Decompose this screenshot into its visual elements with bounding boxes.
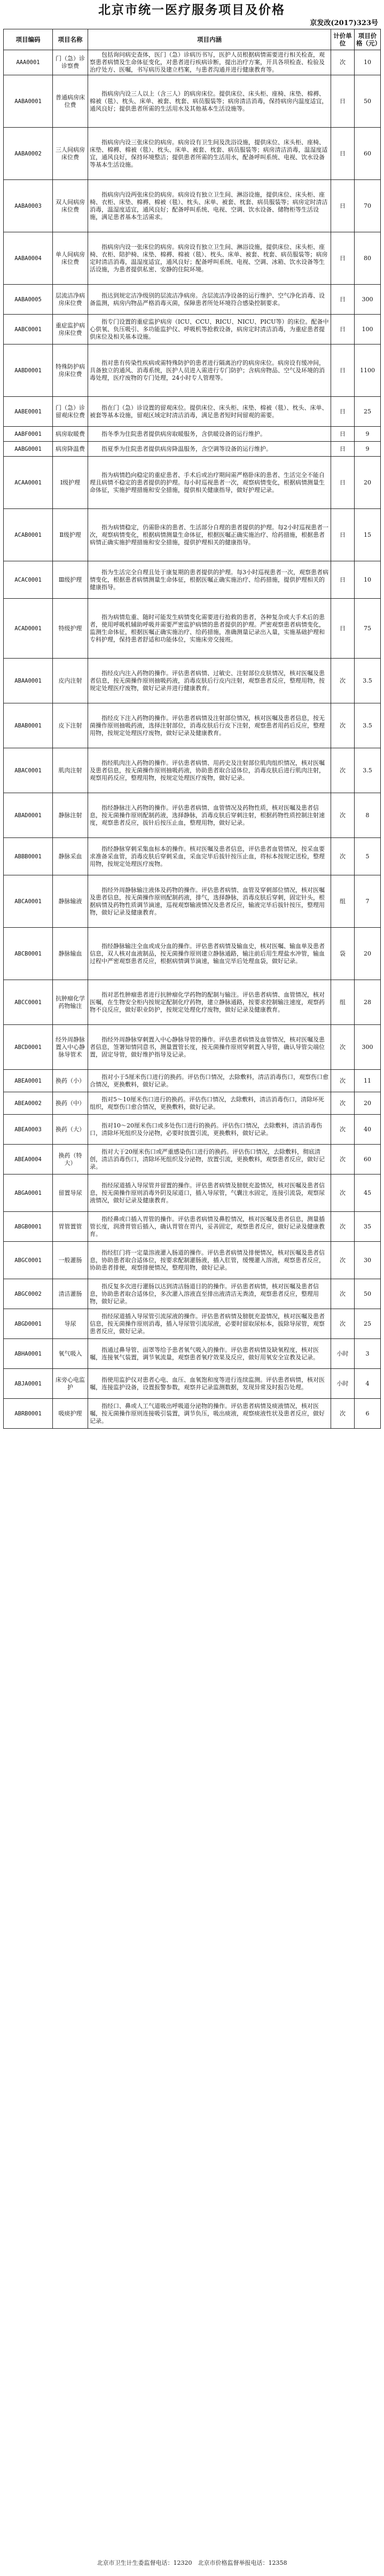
table-row [4, 793, 381, 838]
code-cell: AABE0001 [4, 397, 53, 427]
price-cell: 28 [355, 980, 381, 1025]
unit-cell: 日 [331, 285, 355, 315]
code-cell: ACAA0001 [4, 457, 53, 509]
code-cell: ABAA0001 [4, 659, 53, 703]
price-cell: 6 [355, 1399, 381, 1429]
price-cell: 10 [355, 561, 381, 599]
table-row [4, 50, 381, 75]
code-cell: AABA0003 [4, 180, 53, 232]
table-row [4, 703, 381, 748]
price-cell: 300 [355, 285, 381, 315]
content-cell: 指病房内设三张床位的病房。病房设有卫生间及洗浴设施，提供床位、床头柜、座椅、床垫、棉褥、棉被（毯）、枕头、床单、被套、枕套、病员服装等；病房清洁消毒，温湿度适宜，通风良好，保持环境整洁；提供患者所需的生活用水，配备呼叫系统、电视、饮水设备等基本生活设施。 [88, 128, 331, 180]
header-code: 项目编码 [4, 29, 53, 50]
content-cell: 指经口、鼻或人工气道吸出呼吸道分泌物的操作。评估患者病情及痰液情况，核对医嘱，按无菌操作原则连接吸引装置，调节负压，吸出痰液，观察痰液性状及患者反应，做好记录。 [88, 1399, 331, 1429]
unit-cell: 日 [331, 75, 355, 128]
price-cell: 40 [355, 1115, 381, 1145]
unit-cell: 日 [331, 128, 355, 180]
name-cell: 氧气吸入 [53, 1339, 88, 1369]
name-cell: Ⅰ级护理 [53, 457, 88, 509]
table-row [4, 1092, 381, 1115]
unit-cell: 日 [331, 315, 355, 344]
content-cell: 指反复多次进行灌肠以达到清洁肠道目的的操作。评估患者病情，核对医嘱及患者信息，协助患者取合适体位，多次灌入溶液直至排出液清洁无粪渣，观察患者反应，整理用物，做好记录。 [88, 1279, 331, 1309]
table-row [4, 1369, 381, 1399]
code-cell: ABEA0001 [4, 1070, 53, 1092]
unit-cell: 次 [331, 1242, 355, 1279]
table-row [4, 599, 381, 659]
unit-cell: 组 [331, 980, 355, 1025]
unit-cell: 次 [331, 1399, 355, 1429]
name-cell: 普通病房床位费 [53, 75, 88, 128]
unit-cell: 次 [331, 748, 355, 793]
content-cell: 指使用监护仪对患者心电、血压、血氧饱和度等进行连续监测。评估患者病情，核对医嘱，连接监护设备，设置报警参数，观察并记录监测数据，发现异常及时报告处理。 [88, 1369, 331, 1399]
code-cell: ABGB0001 [4, 1212, 53, 1242]
content-cell: 指经尿道插入导尿管并留置的操作。评估患者病情及膀胱充盈情况，核对医嘱及患者信息，按无菌操作原则消毒外阴及尿道口，插入导尿管，气囊注水固定，连接引流袋，观察尿液情况，做好记录及健康教育。 [88, 1175, 331, 1212]
unit-cell: 次 [331, 1092, 355, 1115]
content-cell: 指经静脉注入药物的操作。评估患者病情、血管情况及药物性质，核对医嘱及患者信息，按无菌操作原则配制药液，选择静脉，消毒皮肤后穿刺注射，根据药物性质控制注射速度，观察患者反应，拔针后按压止血，整理用物，做好记录。 [88, 793, 331, 838]
name-cell: 换药（小） [53, 1070, 88, 1092]
unit-cell: 日 [331, 457, 355, 509]
unit-cell: 次 [331, 1025, 355, 1070]
content-cell: 指经肛门将一定量溶液灌入肠道的操作。评估患者病情及排便情况，核对医嘱及患者信息，协助患者取合适体位，按要求配制灌肠液，插入肛管，缓慢灌入溶液，观察患者反应，协助患者排便，观察排便情况，整理用物，做好记录。 [88, 1242, 331, 1279]
content-cell: 指为病情危重、随时可能发生病情变化需要进行抢救的患者，各种复杂或大手术后的患者，使用呼吸机辅助呼吸并需要严密监护病情的患者提供的护理。严密观察患者病情变化，监测生命体征，根据医嘱正确实施治疗、给药措施，准确测量记录出入量，实施基础护理和专科护理，保持患者舒适和功能体位，实施床旁交接班。 [88, 599, 331, 659]
name-cell: 肌肉注射 [53, 748, 88, 793]
name-cell: 三人间病房床位费 [53, 128, 88, 180]
content-cell: 指为病情稳定，仍需卧床的患者、生活部分自理的患者提供的护理。每2小时巡视患者一次，观察病情变化，根据病情测量生命体征，根据医嘱正确实施治疗、给药措施，根据患者病情正确实施护理措施和安全措施，提供护理相关的健康指导。 [88, 509, 331, 561]
name-cell: 静脉采血 [53, 838, 88, 875]
unit-cell: 日 [331, 344, 355, 397]
code-cell: ACAC0001 [4, 561, 53, 599]
price-cell: 300 [355, 1025, 381, 1070]
code-cell: AABA0005 [4, 285, 53, 315]
price-cell: 25 [355, 397, 381, 427]
content-cell: 指对大于20厘米伤口或严重感染伤口进行的换药。评估伤口情况，去除敷料，彻底清创，清洁消毒伤口，清除坏死组织及分泌物，放置引流，更换敷料，观察患者反应，做好记录。 [88, 1145, 331, 1175]
code-cell: ABAB0001 [4, 703, 53, 748]
name-cell: 皮内注射 [53, 659, 88, 703]
price-cell: 35 [355, 1212, 381, 1242]
price-cell: 4 [355, 1369, 381, 1399]
code-cell: ABCC0001 [4, 980, 53, 1025]
name-cell: 皮下注射 [53, 703, 88, 748]
price-cell: 3 [355, 1339, 381, 1369]
name-cell: 门（急）诊留观床位费 [53, 397, 88, 427]
code-cell: AABA0002 [4, 128, 53, 180]
header-price: 项目价格（元） [355, 29, 381, 50]
content-cell: 指经外周静脉输注液体及药物的操作。评估患者病情、血管及穿刺部位情况，核对医嘱及患者信息，按无菌操作原则配制药液，排气，选择静脉，消毒皮肤后穿刺，固定针头，根据病情及药物性质调节滴速，巡视观察输液情况及患者反应，输液完毕后拔针按压，整理用物，做好记录及健康教育。 [88, 875, 331, 928]
price-cell: 70 [355, 180, 381, 232]
unit-cell: 次 [331, 1175, 355, 1212]
name-cell: 层流洁净病房床位费 [53, 285, 88, 315]
document-number: 京发改(2017)323号 [310, 19, 378, 27]
content-cell: 指对小于5厘米伤口进行的换药。评估伤口情况，去除敷料，清洁消毒伤口，观察伤口愈合情况，更换敷料，做好记录。 [88, 1070, 331, 1092]
table-row [4, 232, 381, 285]
content-cell: 指对患有传染性疾病或需特殊防护的患者进行隔离治疗的病房床位。病房设有缓冲间，具备独立的通风、消毒系统，医护人员进入需进行专门防护；含病房物品、空气及环境的消毒处理，医疗废物的专门处理，24小时专人管理等。 [88, 344, 331, 397]
code-cell: ABAC0001 [4, 748, 53, 793]
content-cell: 指为生活完全自理且处于康复期的患者提供的护理。每3小时巡视患者一次，观察患者病情变化，根据患者病情测量生命体征，根据医嘱正确实施治疗、给药措施，提供护理相关的健康指导。 [88, 561, 331, 599]
price-cell: 5 [355, 838, 381, 875]
name-cell: 留置导尿 [53, 1175, 88, 1212]
content-cell: 指夏季为住院患者提供病房降温服务，含空调等设备的运行维护。 [88, 442, 331, 457]
table-row [4, 1070, 381, 1092]
name-cell: 换药（特大） [53, 1145, 88, 1175]
unit-cell: 次 [331, 50, 355, 75]
price-cell: 25 [355, 1309, 381, 1339]
name-cell: 导尿 [53, 1309, 88, 1339]
name-cell: Ⅱ级护理 [53, 509, 88, 561]
table-row [4, 457, 381, 509]
name-cell: 换药（中） [53, 1092, 88, 1115]
table-row [4, 397, 381, 427]
price-cell: 1100 [355, 344, 381, 397]
code-cell: ABEA0003 [4, 1115, 53, 1145]
code-cell: ABGC0002 [4, 1279, 53, 1309]
table-row [4, 1309, 381, 1339]
content-cell: 指经鼻或口插入胃管的操作。评估患者病情及鼻腔情况，核对医嘱及患者信息，测量插管长度，润滑胃管后插入，确认胃管在胃内，妥善固定，观察患者反应，做好记录及健康教育。 [88, 1212, 331, 1242]
price-cell: 8 [355, 793, 381, 838]
code-cell: ABCD0001 [4, 1025, 53, 1070]
content-cell: 指经肌肉注入药物的操作。评估患者病情、用药史及注射部位肌肉组织情况，核对医嘱及患者信息，按无菌操作原则抽吸药液，协助患者取合适体位，消毒皮肤后进行肌肉注射，观察用药反应，整理用物，按规定处理医疗废物，做好记录。 [88, 748, 331, 793]
document-title: 北京市统一医疗服务项目及价格 [98, 3, 285, 17]
code-cell: ABGD0001 [4, 1309, 53, 1339]
name-cell: 静脉输血 [53, 928, 88, 980]
content-cell: 指病房内设两张床位的病房。病房设有独立卫生间、淋浴设施，提供床位、床头柜、座椅、衣柜、床垫、棉褥、棉被（毯）、枕头、床单、被套、枕套、病员服装等；病房定时清洁消毒，温湿度适宜，通风良好；配备呼叫系统、电视、空调、饮水设备、储物柜等生活设施，满足患者基本生活需求。 [88, 180, 331, 232]
code-cell: ABHA0001 [4, 1339, 53, 1369]
content-cell: 指病房内设一张床位的病房。病房设有独立卫生间、淋浴设施，提供床位、床头柜、座椅、衣柜、陪护椅、床垫、棉褥、棉被（毯）、枕头、床单、被套、枕套、病员服装等；病房定时清洁消毒，温湿度适宜，通风良好；配备呼叫系统、电视、空调、冰箱、饮水设备等生活设施，为患者提供私密、安静的住院环境。 [88, 232, 331, 285]
price-cell: 75 [355, 599, 381, 659]
unit-cell: 次 [331, 1212, 355, 1242]
price-cell: 20 [355, 457, 381, 509]
content-cell: 包括询问病史查体，医门（急）诊病历书写，医护人员根据病情需要进行相关检查，观察患者病情及生命体征变化，对患者进行疾病诊断，提出治疗方案，开具各项检查、检验及治疗处方、医嘱，书写病历及建立档案，与患者沟通并进行健康教育等。 [88, 50, 331, 75]
price-cell: 9 [355, 427, 381, 442]
unit-cell: 日 [331, 599, 355, 659]
table-row [4, 1339, 381, 1369]
table-row [4, 1212, 381, 1242]
code-cell: AAA0001 [4, 50, 53, 75]
content-cell: 指专门设置的重症监护病房（ICU、CCU、RICU、NICU、PICU等）的床位。配备中心供氧、负压吸引、多功能监护仪、呼吸机等抢救设备，病房定时清洁消毒，为重症患者提供床位及相关基本设施。 [88, 315, 331, 344]
name-cell: 静脉输液 [53, 875, 88, 928]
code-cell: AABD0001 [4, 344, 53, 397]
name-cell: 病房降温费 [53, 442, 88, 457]
name-cell: Ⅲ级护理 [53, 561, 88, 599]
code-cell: ABEA0004 [4, 1145, 53, 1175]
price-cell: 3.5 [355, 748, 381, 793]
table-row [4, 1025, 381, 1070]
header-unit: 计价单位 [331, 29, 355, 50]
name-cell: 重症监护病房床位费 [53, 315, 88, 344]
unit-cell: 次 [331, 838, 355, 875]
code-cell: ABAD0001 [4, 793, 53, 838]
table-row [4, 1242, 381, 1279]
code-cell: ABJA0001 [4, 1369, 53, 1399]
code-cell: ABGC0001 [4, 1242, 53, 1279]
unit-cell: 日 [331, 561, 355, 599]
name-cell: 吸痰护理 [53, 1399, 88, 1429]
unit-cell: 次 [331, 659, 355, 703]
code-cell: ABGA0001 [4, 1175, 53, 1212]
table-row [4, 875, 381, 928]
code-cell: AABG0001 [4, 442, 53, 457]
unit-cell: 袋 [331, 928, 355, 980]
name-cell: 门（急）诊诊察费 [53, 50, 88, 75]
table-row [4, 1145, 381, 1175]
name-cell: 换药（大） [53, 1115, 88, 1145]
price-cell: 10 [355, 50, 381, 75]
unit-cell: 日 [331, 232, 355, 285]
name-cell: 病房取暖费 [53, 427, 88, 442]
table-row [4, 75, 381, 128]
price-cell: 60 [355, 128, 381, 180]
content-cell: 指通过鼻导管、面罩等给予患者氧气吸入的操作。评估患者病情及缺氧程度，核对医嘱，连接氧气装置，调节氧流量，观察患者氧疗效果及反应，做好用氧安全宣教及记录。 [88, 1339, 331, 1369]
table-header-row [4, 29, 381, 50]
table-row [4, 1399, 381, 1429]
unit-cell: 日 [331, 442, 355, 457]
code-cell: AABA0004 [4, 232, 53, 285]
name-cell: 抗肿瘤化学药物输注 [53, 980, 88, 1025]
name-cell: 胃管置管 [53, 1212, 88, 1242]
code-cell: ABRB0001 [4, 1399, 53, 1429]
unit-cell: 日 [331, 180, 355, 232]
content-cell: 指经静脉输注全血或成分血的操作。评估患者病情及输血史，核对医嘱、输血单及患者信息，双人核对血液制品，按无菌操作原则建立静脉通路，输注前后用生理盐水冲管，输血过程中严密观察患者反应，根据病情调节滴速，输血完毕后处理血袋，做好记录。 [88, 928, 331, 980]
price-cell: 45 [355, 1175, 381, 1212]
table-row [4, 748, 381, 793]
table-row [4, 128, 381, 180]
unit-cell: 日 [331, 427, 355, 442]
code-cell: ABCB0001 [4, 928, 53, 980]
unit-cell: 日 [331, 509, 355, 561]
price-cell: 100 [355, 315, 381, 344]
table-row [4, 427, 381, 442]
table-row [4, 1175, 381, 1212]
unit-cell: 次 [331, 1115, 355, 1145]
header-content: 项目内涵 [88, 29, 331, 50]
price-cell: 80 [355, 232, 381, 285]
price-cell: 11 [355, 1070, 381, 1092]
price-cell: 3.5 [355, 703, 381, 748]
name-cell: 一般灌肠 [53, 1242, 88, 1279]
table-row [4, 344, 381, 397]
footer-contact: 北京市卫生计生委监督电话：12320 北京市价格监督举报电话：12358 [97, 2559, 287, 2566]
table-row [4, 442, 381, 457]
table-row [4, 315, 381, 344]
code-cell: ACAB0001 [4, 509, 53, 561]
price-cell: 9 [355, 442, 381, 457]
content-cell: 指经静脉穿刺采集血标本的操作。核对医嘱及患者信息，评估患者血管情况，按采血要求准备采血管，消毒皮肤后穿刺采血，采血完毕后拔针按压止血，将标本按规定送检，整理用物，按规定处理医疗废物。 [88, 838, 331, 875]
price-cell: 20 [355, 1092, 381, 1115]
content-cell: 指对恶性肿瘤患者进行抗肿瘤化学药物的配制与输注。评估患者病情、血管情况，核对医嘱，在生物安全柜内按规定配制化疗药物，建立静脉通路，按要求控制输注速度，观察药物不良反应，做好职业防护，按规定处理化疗废物，做好记录及健康教育。 [88, 980, 331, 1025]
table-row [4, 1115, 381, 1145]
price-cell: 7 [355, 875, 381, 928]
unit-cell: 次 [331, 703, 355, 748]
content-cell: 指经外周静脉穿刺置入中心静脉导管的操作。评估患者病情及血管情况，核对医嘱及患者信息，签署知情同意书，测量置管长度，按无菌操作原则穿刺置入导管，确认导管尖端位置，固定导管，做好维护指导及记录。 [88, 1025, 331, 1070]
header-name: 项目名称 [53, 29, 88, 50]
name-cell: 清洁灌肠 [53, 1279, 88, 1309]
content-cell: 指经尿道插入导尿管引流尿液的操作。评估患者病情及膀胱充盈情况，核对医嘱及患者信息，按无菌操作原则消毒，插入导尿管引流尿液，必要时留取尿标本，拔除导尿管，观察患者反应，做好记录。 [88, 1309, 331, 1339]
unit-cell: 日 [331, 397, 355, 427]
unit-cell: 小时 [331, 1339, 355, 1369]
content-cell: 指病房内设三人以上（含三人）的病房床位。提供床位、床头柜、座椅、床垫、棉褥、棉被（毯）、枕头、床单、被套、枕套、病员服装等；病房清洁消毒，保持病房内温度适宜，通风良好；提供患者所需的生活用水及其他基本生活设施等。 [88, 75, 331, 128]
table-row [4, 509, 381, 561]
code-cell: AABA0001 [4, 75, 53, 128]
table-row [4, 561, 381, 599]
unit-cell: 组 [331, 875, 355, 928]
price-table [3, 29, 381, 1429]
code-cell: AABF0001 [4, 427, 53, 442]
code-cell: ABEA0002 [4, 1092, 53, 1115]
unit-cell: 小时 [331, 1369, 355, 1399]
name-cell: 特殊防护病房床位费 [53, 344, 88, 397]
name-cell: 床旁心电监护 [53, 1369, 88, 1399]
content-cell: 指对10～20厘米伤口或多处伤口进行的换药。评估伤口情况，去除敷料，清洁消毒伤口，清除坏死组织及分泌物，必要时放置引流，更换敷料，做好记录。 [88, 1115, 331, 1145]
price-cell: 60 [355, 1145, 381, 1175]
table-row [4, 180, 381, 232]
price-cell: 50 [355, 75, 381, 128]
unit-cell: 次 [331, 1309, 355, 1339]
document-page [3, 2, 380, 1429]
content-cell: 指对5～10厘米伤口进行的换药。评估伤口情况，去除敷料，清洁消毒伤口，清除坏死组织，观察伤口愈合情况，更换敷料，做好记录。 [88, 1092, 331, 1115]
price-cell: 50 [355, 1279, 381, 1309]
table-row [4, 659, 381, 703]
content-cell: 指经皮下注入药物的操作。评估患者病情及注射部位情况，核对医嘱及患者信息，按无菌操作原则抽吸药液，选择注射部位，消毒皮肤后行皮下注射，观察患者用药后反应，整理用物，按规定处理医疗废物，做好记录及健康教育。 [88, 703, 331, 748]
table-row [4, 980, 381, 1025]
name-cell: 静脉注射 [53, 793, 88, 838]
content-cell: 指经皮内注入药物的操作。评估患者病情、过敏史、注射部位皮肤情况，核对医嘱及患者信息，按无菌操作原则抽吸药液，消毒皮肤后行皮内注射，观察患者反应，整理用物，按规定处理医疗废物，做好记录并进行健康教育。 [88, 659, 331, 703]
unit-cell: 次 [331, 1070, 355, 1092]
content-cell: 指为病情趋向稳定的重症患者、手术后或治疗期间需严格卧床的患者、生活完全不能自理且病情不稳定的患者提供的护理。每小时巡视患者一次，观察病情变化，根据病情测量生命体征，实施护理措施和安全措施，提供相关健康指导，做好护理记录。 [88, 457, 331, 509]
name-cell: 经外周静脉置入中心静脉导管术 [53, 1025, 88, 1070]
price-cell: 15 [355, 509, 381, 561]
code-cell: ACAD0001 [4, 599, 53, 659]
price-cell: 20 [355, 928, 381, 980]
name-cell: 特级护理 [53, 599, 88, 659]
name-cell: 单人间病房床位费 [53, 232, 88, 285]
table-row [4, 1279, 381, 1309]
table-row [4, 838, 381, 875]
price-cell: 3.5 [355, 659, 381, 703]
table-row [4, 285, 381, 315]
price-cell: 30 [355, 1242, 381, 1279]
name-cell: 双人间病房床位费 [53, 180, 88, 232]
code-cell: ABBB0001 [4, 838, 53, 875]
table-row [4, 928, 381, 980]
unit-cell: 次 [331, 1279, 355, 1309]
table-body [4, 50, 381, 1429]
content-cell: 指达到规定洁净级别的层流洁净病房。含层流洁净设备的运行维护、空气净化消毒、设备监测，病房内物品严格消毒灭菌，保障患者所处环境符合感染控制要求。 [88, 285, 331, 315]
unit-cell: 次 [331, 793, 355, 838]
code-cell: AABC0001 [4, 315, 53, 344]
content-cell: 指在门（急）诊设置的留观床位。提供床位、床头柜、床垫、棉被（毯）、枕头、床单、被套等基本设施，留观区域定时清洁消毒，满足患者短时间留观的需要。 [88, 397, 331, 427]
content-cell: 指冬季为住院患者提供病房取暖服务，含供暖设备的运行维护。 [88, 427, 331, 442]
code-cell: ABCA0001 [4, 875, 53, 928]
unit-cell: 次 [331, 1145, 355, 1175]
